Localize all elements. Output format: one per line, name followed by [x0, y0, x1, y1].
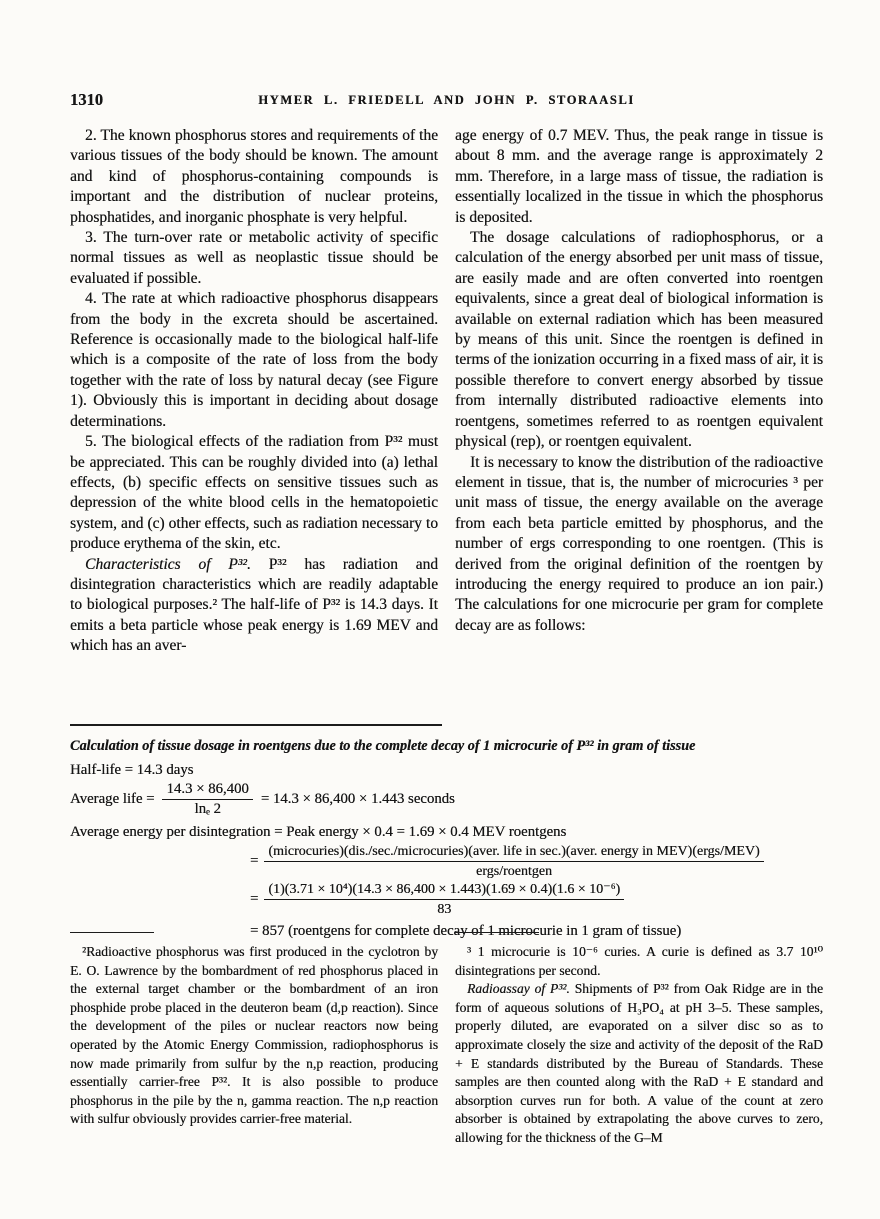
footnote-2: ²Radioactive phosphorus was first produced in the cyclotron by E. O. Lawrence by the bombardment of red phosphorus placed in the external target chamber or the bombardment of an iron phosphide probe placed in the deuteron beam (d,p reaction). Since the development of the piles or nuclear reactors now being operated by the Atomic Energy Commission, radiophosphorus is now made primarily from sulfur by the n,p reaction, producing essentially carrier-free P³². It is also possible to produce phosphorus in the pile by the n, gamma reaction. The n,p reaction with sulfur obviously provides carrier-free material.: [70, 944, 438, 1127]
roentgen-formula-numeric: [250, 881, 823, 918]
right-column: [455, 126, 823, 657]
radioassay-rest: Shipments of P³² from Oak Ridge are in the form of aqueous solutions of H₃PO₄ at pH 3–5. These samples, properly diluted, are evaporated on a silver disc so as to approximate closely the size and activity of the deposit of the RaD + E standards distributed by the Bureau of Standards. These samples are then counted along with the RaD + E standard and absorption curves run for both. A value of the count at zero absorber is obtained by extrapolating the above curves to zero, allowing for the thickness of the G–M: [455, 981, 824, 1145]
fraction-denominator: lnₑ 2: [194, 801, 221, 817]
average-life-result: = 14.3 × 86,400 × 1.443 seconds: [260, 791, 455, 807]
calculation-result: = 857 (roentgens for complete decay of 1 microcurie in 1 gram of tissue): [250, 923, 682, 939]
footnote-separator-left: [70, 932, 154, 933]
list-item-2: 2. The known phosphorus stores and requirements of the various tissues of the body should be known. The amount and kind of phosphorus-containing compounds is important and the distribution of nuclear proteins, phosphatides, and inorganic phosphate is very helpful.: [70, 127, 438, 226]
equals-sign: =: [250, 891, 259, 907]
footnote-column-left: [70, 932, 438, 1148]
numeric-fraction: [264, 881, 624, 918]
characteristics-paragraph: [70, 555, 438, 657]
page-header: [70, 90, 823, 110]
average-life-equation: [70, 781, 823, 818]
average-energy-line: Average energy per disintegration = Peak energy × 0.4 = 1.69 × 0.4 MEV roentgens: [70, 824, 567, 840]
footnote-3: ³ 1 microcurie is 10⁻⁶ curies. A curie is defined as 3.7 10¹⁰ disintegrations per second.: [455, 944, 823, 978]
list-item-5: 5. The biological effects of the radiation from P³² must be appreciated. This can be roughly divided into (a) lethal effects, (b) specific effects on sensitive tissues such as depression of the white blood cells in the hematopoietic system, and (c) other effects, such as radiation necessary to produce erythema of the skin, etc.: [70, 433, 438, 553]
distribution-paragraph: It is necessary to know the distribution of the radioactive element in tissue, that is, the number of microcuries ³ per unit mass of tissue, the energy available on the average from each beta particle emitted by phosphorus, and the number of ergs corresponding to one roentgen. (This is derived from the original definition of the roentgen by introducing the energy required to produce an ion pair.) The calculations for one microcurie per gram for complete decay are as follows:: [455, 453, 823, 634]
list-item-3: 3. The turn-over rate or metabolic activity of specific normal tissues as well as neoplastic tissue should be evaluated if possible.: [70, 229, 438, 287]
roentgen-formula-symbolic: [250, 843, 823, 880]
continuation-paragraph: age energy of 0.7 MEV. Thus, the peak range in tissue is about 8 mm. and the average range is approximately 2 mm. Therefore, in a large mass of tissue, the radiation is essentially localized in the tissue in which the phosphorus is deposited.: [455, 127, 823, 226]
list-item-4: 4. The rate at which radioactive phosphorus disappears from the body in the excreta should be ascertained. Reference is occasionally made to the biological half-life which is a composite of the rate of loss from the body together with the rate of loss by natural decay (see Figure 1). Obviously this is important in deciding about dosage determinations.: [70, 290, 438, 430]
fraction-numerator: (microcuries)(dis./sec./microcuries)(aver. life in sec.)(aver. energy in MEV)(ergs/MEV): [264, 843, 763, 862]
footnote-column-right: [455, 932, 823, 1148]
fraction-numerator: (1)(3.71 × 10⁴)(14.3 × 86,400 × 1.443)(1.69 × 0.4)(1.6 × 10⁻⁶): [264, 881, 624, 900]
left-column: [70, 126, 438, 657]
dosage-calculations-paragraph: The dosage calculations of radiophosphorus, or a calculation of the energy absorbed per unit mass of tissue, are easily made and are often converted into roentgen equivalents, since a great deal of biological information is available on external radiation which has been measured by means of this unit. Since the roentgen is defined in terms of the ionization occurring in a fixed mass of air, it is possible therefore to convert energy absorbed by tissue from internally distributed radioactive elements into roentgens, sometimes referred to as roentgen equivalent physical (rep), or roentgen equivalent.: [455, 229, 823, 451]
radioassay-lead-italic: Radioassay of P³².: [467, 981, 570, 997]
section-divider-rule: [70, 724, 442, 726]
footnotes: [70, 932, 823, 1148]
running-head: HYMER L. FRIEDELL AND JOHN P. STORAASLI: [258, 93, 635, 107]
average-life-fraction: [162, 781, 252, 818]
fraction-denominator: ergs/roentgen: [476, 864, 552, 879]
symbolic-fraction: [264, 843, 763, 880]
characteristics-lead-italic: Characteristics of P³².: [85, 555, 251, 573]
page-number: 1310: [70, 90, 103, 109]
half-life-line: Half-life = 14.3 days: [70, 762, 194, 778]
fraction-numerator: 14.3 × 86,400: [162, 781, 252, 800]
radioassay-note: [455, 980, 823, 1147]
fraction-denominator: 83: [437, 902, 452, 917]
average-life-label: Average life =: [70, 791, 155, 807]
characteristics-rest: P³² has radiation and disintegration characteristics which are readily adaptable to biological purposes.² The half-life of P³² is 14.3 days. It emits a beta particle whose peak energy is 1.69 MEV and which has an aver-: [70, 555, 439, 655]
calculation-block: [70, 737, 823, 941]
body-columns: [70, 126, 823, 657]
calculation-title: Calculation of tissue dosage in roentgens due to the complete decay of 1 microcurie of P³² in gram of tissue: [70, 738, 696, 754]
equals-sign: =: [250, 853, 259, 869]
footnote-separator-right: [455, 932, 539, 933]
